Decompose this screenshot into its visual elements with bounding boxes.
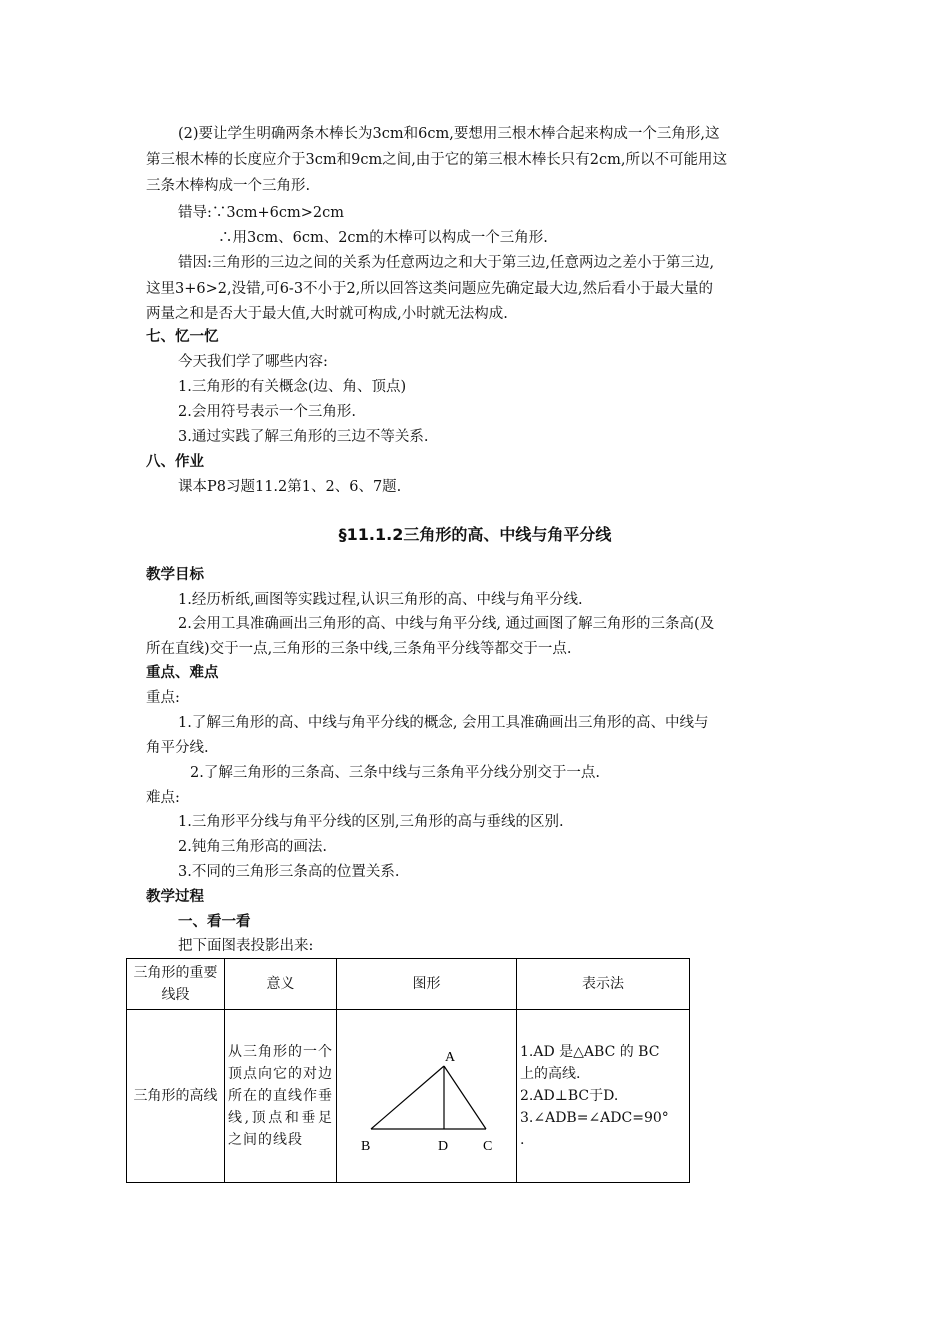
vertex-label-a: A — [444, 1050, 455, 1065]
paragraph-line: 把下面图表投影出来: — [178, 938, 314, 954]
subsection-label: 难点: — [146, 790, 180, 806]
table-header-cell: 三角形的重要线段 — [127, 959, 225, 1010]
table-header-cell: 图形 — [337, 959, 517, 1010]
section-heading: 八、作业 — [146, 454, 204, 470]
meaning-cell: 从三角形的一个顶点向它的对边所在的直线作垂线,顶点和垂足之间的线段 — [225, 1010, 337, 1183]
paragraph-line: 今天我们学了哪些内容: — [178, 354, 328, 370]
list-item: 1.了解三角形的高、中线与角平分线的概念, 会用工具准确画出三角形的高、中线与 — [178, 715, 709, 731]
notation-cell — [517, 1010, 690, 1183]
notation-line: 上的高线. — [520, 1066, 581, 1082]
paragraph-line: 错因:三角形的三边之间的关系为任意两边之和大于第三边,任意两边之差小于第三边, — [178, 255, 715, 271]
paragraph-line: 角平分线. — [146, 740, 209, 756]
list-item: 1.经历析纸,画图等实践过程,认识三角形的高、中线与角平分线. — [178, 592, 583, 608]
homework-text: 课本P8习题11.2第1、2、6、7题. — [178, 479, 402, 495]
triangle-altitude-figure — [341, 1026, 513, 1166]
list-item: 1.三角形的有关概念(边、角、顶点) — [178, 379, 407, 395]
lesson-title: §11.1.2三角形的高、中线与角平分线 — [338, 525, 612, 544]
list-item: 3.通过实践了解三角形的三边不等关系. — [178, 429, 429, 445]
foot-label-d: D — [437, 1139, 448, 1154]
paragraph-line: 这里3+6>2,没错,可6-3不小于2,所以回答这类问题应先确定最大边,然后看小于最大量的 — [146, 281, 713, 297]
list-item: 2.会用符号表示一个三角形. — [178, 404, 356, 420]
notation-line: . — [520, 1132, 525, 1148]
paragraph-line: 所在直线)交于一点,三角形的三条中线,三条角平分线等都交于一点. — [146, 641, 572, 657]
section-heading: 教学目标 — [146, 567, 204, 583]
notation-line: 3.∠ADB=∠ADC=90° — [520, 1110, 669, 1126]
subsection-label: 重点: — [146, 690, 180, 706]
figure-cell — [337, 1010, 517, 1183]
paragraph-line: 三条木棒构成一个三角形. — [146, 178, 311, 194]
notation-line: 1.AD 是△ABC 的 BC — [520, 1044, 660, 1060]
list-item: 1.三角形平分线与角平分线的区别,三角形的高与垂线的区别. — [178, 814, 564, 830]
table-row — [127, 1010, 690, 1183]
vertex-label-b: B — [360, 1139, 370, 1154]
segment-name-cell: 三角形的高线 — [127, 1010, 225, 1183]
notation-line: 2.AD⊥BC于D. — [520, 1088, 619, 1104]
segments-table — [126, 958, 690, 1183]
list-item: 2.了解三角形的三条高、三条中线与三条角平分线分别交于一点. — [190, 765, 600, 781]
section-heading: 教学过程 — [146, 889, 204, 905]
side-ac — [444, 1066, 486, 1129]
list-item: 3.不同的三角形三条高的位置关系. — [178, 864, 400, 880]
section-heading: 七、忆一忆 — [146, 329, 219, 345]
list-item: 2.会用工具准确画出三角形的高、中线与角平分线, 通过画图了解三角形的三条高(及 — [178, 616, 715, 632]
step-heading: 一、看一看 — [178, 914, 251, 930]
paragraph-line: 第三根木棒的长度应介于3cm和9cm之间,由于它的第三根木棒长只有2cm,所以不可能用这 — [146, 152, 728, 168]
table-header-row — [127, 959, 690, 1010]
table-header-cell: 意义 — [225, 959, 337, 1010]
wrong-reasoning: 错导:∵3cm+6cm>2cm — [178, 205, 344, 221]
wrong-conclusion: ∴用3cm、6cm、2cm的木棒可以构成一个三角形. — [218, 230, 548, 246]
table-header-cell: 表示法 — [517, 959, 690, 1010]
vertex-label-c: C — [482, 1139, 492, 1154]
side-ab — [371, 1066, 444, 1129]
paragraph-line: 两量之和是否大于最大值,大时就可构成,小时就无法构成. — [146, 306, 508, 322]
list-item: 2.钝角三角形高的画法. — [178, 839, 327, 855]
paragraph-line: (2)要让学生明确两条木棒长为3cm和6cm,要想用三根木棒合起来构成一个三角形,这 — [178, 126, 720, 142]
section-heading: 重点、难点 — [146, 665, 219, 681]
